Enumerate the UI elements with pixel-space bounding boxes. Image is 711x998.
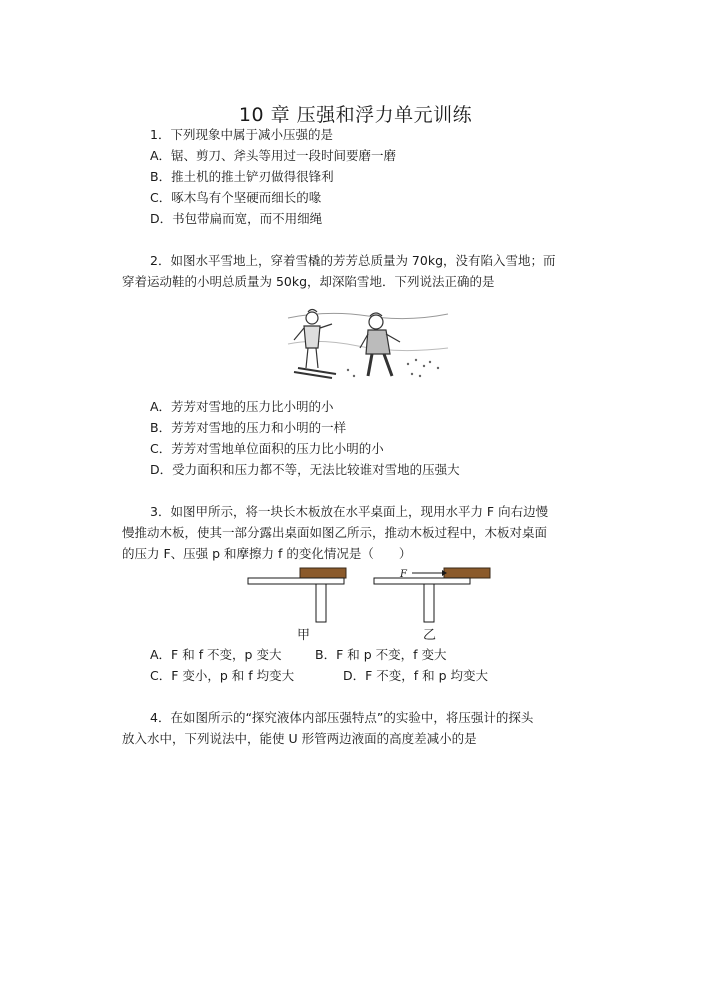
skier-figure [294,310,336,379]
question-3-option-c: C．F 变小，p 和 f 均变大 [150,668,295,683]
wood-board [300,568,346,578]
question-2-stem-line1: 2．如图水平雪地上，穿着雪橇的芳芳总质量为 70kg，没有陷入雪地；而 [150,253,556,268]
question-3-stem-line1: 3．如图甲所示，将一块长木板放在水平桌面上，现用水平力 F 向右边慢 [150,504,549,519]
table-top [248,578,344,584]
question-3-option-b: B．F 和 p 不变，f 变大 [315,647,447,662]
figure-jia-table-board [248,568,348,624]
question-1-option-c: C．啄木鸟有个坚硬而细长的喙 [150,190,322,205]
table-top [374,578,470,584]
question-4-stem-line2: 放入水中，下列说法中，能使 U 形管两边液面的高度差减小的是 [122,731,477,746]
question-3-stem-line2: 慢推动木板，使其一部分露出桌面如图乙所示，推动木板过程中，木板对桌面 [122,525,548,540]
figure-label-yi: 乙 [423,628,437,643]
question-3-stem-line3: 的压力 F、压强 p 和摩擦力 f 的变化情况是（ ） [122,546,412,561]
question-2-option-d: D．受力面积和压力都不等，无法比较谁对雪地的压强大 [150,462,460,477]
question-2-option-c: C．芳芳对雪地单位面积的压力比小明的小 [150,441,384,456]
question-2-option-b: B．芳芳对雪地的压力和小明的一样 [150,420,347,435]
page-title: 10 章 压强和浮力单元训练 [238,104,473,126]
question-2-stem-line2: 穿着运动鞋的小明总质量为 50kg，却深陷雪地．下列说法正确的是 [122,274,495,289]
question-3-option-d: D．F 不变，f 和 p 均变大 [343,668,489,683]
figure-label-jia: 甲 [297,628,311,643]
walker-figure [360,313,400,376]
wood-board-shifted [444,568,490,578]
question-1-option-a: A．锯、剪刀、斧头等用过一段时间要磨一磨 [150,148,397,163]
question-1-option-d: D．书包带扁而宽，而不用细绳 [150,211,323,226]
question-1-option-b: B．推土机的推土铲刃做得很锋利 [150,169,334,184]
snow-scene-illustration [288,304,448,384]
question-4-stem-line1: 4．在如图所示的“探究液体内部压强特点”的实验中，将压强计的探头 [150,710,534,725]
question-3-option-a: A．F 和 f 不变，p 变大 [150,647,282,662]
question-2-option-a: A．芳芳对雪地的压力比小明的小 [150,399,334,414]
table-leg [424,584,434,622]
table-leg [316,584,326,622]
question-1-stem: 1．下列现象中属于减小压强的是 [150,127,333,142]
figure-yi-table-board [374,566,494,624]
force-label: F [400,569,407,580]
